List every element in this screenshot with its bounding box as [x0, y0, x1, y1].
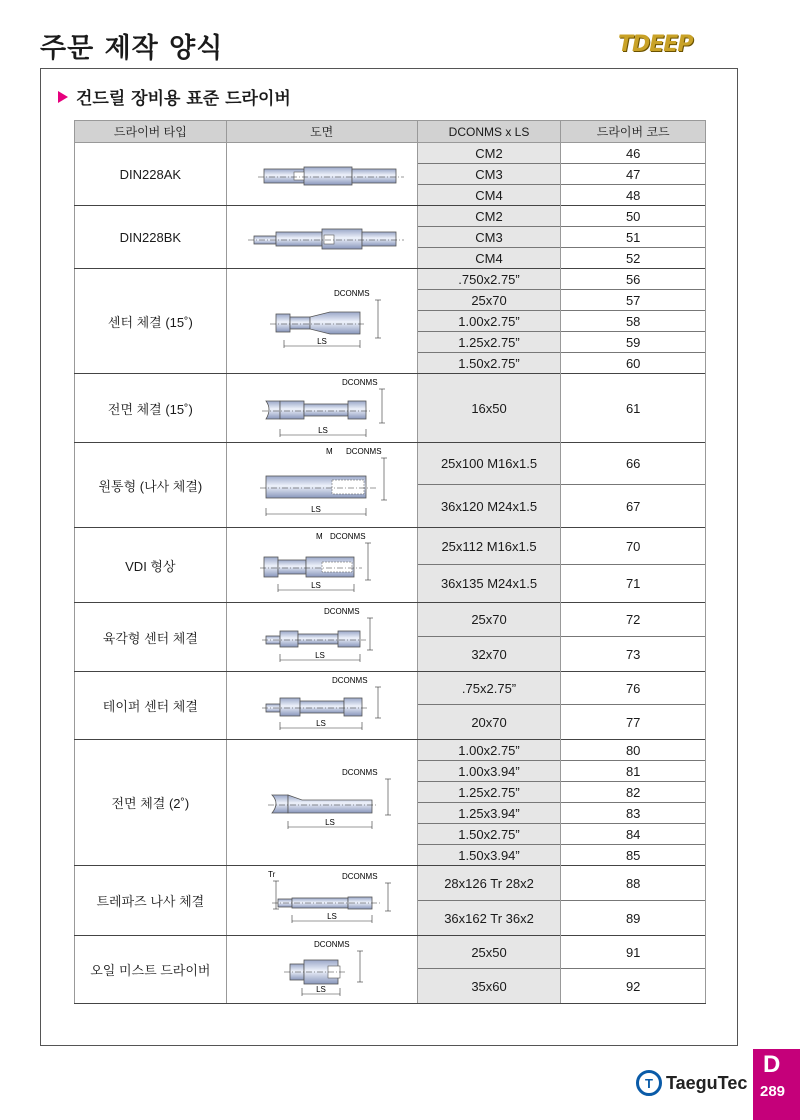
drawing-cell	[226, 936, 417, 1004]
dimension-cell: 25x70	[417, 603, 561, 637]
driver-code-cell: 48	[561, 185, 706, 206]
dconms-label: DCONMS	[345, 446, 382, 456]
drawing-cell	[226, 443, 417, 528]
dimension-cell: 1.25x2.75”	[417, 332, 561, 353]
driver-code-cell: 50	[561, 206, 706, 227]
dimension-cell: 1.25x2.75”	[417, 782, 561, 803]
driver-type-cell: 트레파즈 나사 체결	[75, 866, 227, 936]
dimension-cell: 1.00x2.75”	[417, 740, 561, 761]
driver-code-cell: 46	[561, 143, 706, 164]
m-label: M	[315, 531, 323, 541]
table-row	[75, 528, 706, 565]
table-row	[75, 143, 706, 164]
dimension-cell: 1.50x3.94”	[417, 845, 561, 866]
drawing-cell	[226, 269, 417, 374]
driver-code-cell: 57	[561, 290, 706, 311]
table-row	[75, 443, 706, 485]
dimension-cell: 1.00x3.94”	[417, 761, 561, 782]
driver-code-cell: 60	[561, 353, 706, 374]
driver-code-cell: 85	[561, 845, 706, 866]
driver-code-cell: 88	[561, 866, 706, 901]
driver-code-cell: 76	[561, 672, 706, 705]
footer-brand: TaeguTec	[666, 1072, 748, 1093]
ls-label: LS	[310, 580, 321, 590]
driver-code-cell: 91	[561, 936, 706, 969]
dimension-cell: CM4	[417, 185, 561, 206]
ls-label: LS	[324, 817, 335, 827]
table-row	[75, 936, 706, 969]
driver-code-cell: 59	[561, 332, 706, 353]
driver-code-cell: 80	[561, 740, 706, 761]
driver-code-cell: 83	[561, 803, 706, 824]
dimension-cell: 20x70	[417, 705, 561, 740]
m-label: M	[325, 446, 333, 456]
driver-code-cell: 61	[561, 374, 706, 443]
drawing-cell	[226, 528, 417, 603]
brand-logo: TDEEP	[618, 32, 693, 57]
dimension-cell: 25x70	[417, 290, 561, 311]
dimension-cell: 1.50x2.75”	[417, 824, 561, 845]
dconms-label: DCONMS	[333, 288, 370, 298]
driver-type-cell: VDI 형상	[75, 528, 227, 603]
ls-label: LS	[315, 718, 326, 728]
dimension-cell: CM3	[417, 164, 561, 185]
dconms-label: DCONMS	[341, 871, 378, 881]
section-heading	[58, 84, 291, 109]
driver-type-cell: 오일 미스트 드라이버	[75, 936, 227, 1004]
driver-code-cell: 67	[561, 485, 706, 528]
drawing-cell	[226, 603, 417, 672]
table-row	[75, 740, 706, 761]
ls-label: LS	[317, 425, 328, 435]
driver-code-cell: 56	[561, 269, 706, 290]
side-tab-letter: D	[763, 1051, 781, 1078]
driver-code-cell: 70	[561, 528, 706, 565]
driver-code-cell: 92	[561, 969, 706, 1004]
driver-type-cell: 전면 체결 (15˚)	[75, 374, 227, 443]
table-row	[75, 603, 706, 637]
dconms-label: DCONMS	[313, 939, 350, 949]
dimension-cell: 25x112 M16x1.5	[417, 528, 561, 565]
dimension-cell: 1.50x2.75”	[417, 353, 561, 374]
dimension-cell: 32x70	[417, 637, 561, 672]
dimension-cell: 1.25x3.94”	[417, 803, 561, 824]
driver-code-cell: 73	[561, 637, 706, 672]
table-row	[75, 206, 706, 227]
drawing-cell	[226, 672, 417, 740]
tr-label: Tr	[267, 869, 275, 879]
driver-code-cell: 51	[561, 227, 706, 248]
taegutec-logo-icon: T	[636, 1070, 662, 1096]
driver-code-cell: 52	[561, 248, 706, 269]
driver-type-cell: 전면 체결 (2˚)	[75, 740, 227, 866]
dimension-cell: CM2	[417, 143, 561, 164]
dimension-cell: 25x100 M16x1.5	[417, 443, 561, 485]
header-dimensions: DCONMS x LS	[417, 121, 561, 143]
driver-type-cell: 센터 체결 (15˚)	[75, 269, 227, 374]
driver-code-cell: 71	[561, 565, 706, 603]
dimension-cell: CM3	[417, 227, 561, 248]
dconms-label: DCONMS	[331, 675, 368, 685]
driver-type-cell: 원통형 (나사 체결)	[75, 443, 227, 528]
driver-code-cell: 77	[561, 705, 706, 740]
side-tab	[753, 1049, 800, 1120]
dimension-cell: 36x162 Tr 36x2	[417, 901, 561, 936]
driver-spec-table	[74, 120, 706, 1004]
ls-label: LS	[326, 911, 337, 921]
dconms-label: DCONMS	[323, 606, 360, 616]
dimension-cell: 28x126 Tr 28x2	[417, 866, 561, 901]
header-driver-type: 드라이버 타입	[75, 121, 227, 143]
driver-code-cell: 84	[561, 824, 706, 845]
driver-code-cell: 72	[561, 603, 706, 637]
header-drawing: 도면	[226, 121, 417, 143]
dimension-cell: CM2	[417, 206, 561, 227]
table-header-row	[75, 121, 706, 143]
dimension-cell: 36x120 M24x1.5	[417, 485, 561, 528]
footer-logo	[636, 1070, 747, 1096]
driver-code-cell: 89	[561, 901, 706, 936]
driver-code-cell: 66	[561, 443, 706, 485]
driver-type-cell: 육각형 센터 체결	[75, 603, 227, 672]
dconms-label: DCONMS	[329, 531, 366, 541]
driver-code-cell: 82	[561, 782, 706, 803]
dimension-cell: 25x50	[417, 936, 561, 969]
ls-label: LS	[314, 650, 325, 660]
header-driver-code: 드라이버 코드	[561, 121, 706, 143]
page-title: 주문 제작 양식	[40, 33, 224, 64]
dimension-cell: 35x60	[417, 969, 561, 1004]
ls-label: LS	[310, 504, 321, 514]
dconms-label: DCONMS	[341, 767, 378, 777]
table-row	[75, 672, 706, 705]
ls-label: LS	[316, 336, 327, 346]
drawing-cell	[226, 374, 417, 443]
driver-type-cell: DIN228BK	[75, 206, 227, 269]
driver-code-cell: 58	[561, 311, 706, 332]
driver-code-cell: 81	[561, 761, 706, 782]
dimension-cell: .75x2.75”	[417, 672, 561, 705]
dimension-cell: .750x2.75”	[417, 269, 561, 290]
ls-label: LS	[315, 984, 326, 994]
section-title: 건드릴 장비용 표준 드라이버	[76, 89, 291, 109]
dconms-label: DCONMS	[341, 377, 378, 387]
drawing-cell	[226, 143, 417, 206]
dimension-cell: CM4	[417, 248, 561, 269]
table-row	[75, 374, 706, 443]
drawing-cell	[226, 740, 417, 866]
dimension-cell: 36x135 M24x1.5	[417, 565, 561, 603]
drawing-cell	[226, 866, 417, 936]
dimension-cell: 1.00x2.75”	[417, 311, 561, 332]
table-row	[75, 269, 706, 290]
page-number: 289	[760, 1083, 786, 1100]
driver-type-cell: DIN228AK	[75, 143, 227, 206]
driver-type-cell: 테이퍼 센터 체결	[75, 672, 227, 740]
triangle-bullet-icon	[58, 91, 68, 103]
table-row	[75, 866, 706, 901]
dimension-cell: 16x50	[417, 374, 561, 443]
drawing-cell	[226, 206, 417, 269]
table-body	[75, 143, 706, 1004]
driver-code-cell: 47	[561, 164, 706, 185]
